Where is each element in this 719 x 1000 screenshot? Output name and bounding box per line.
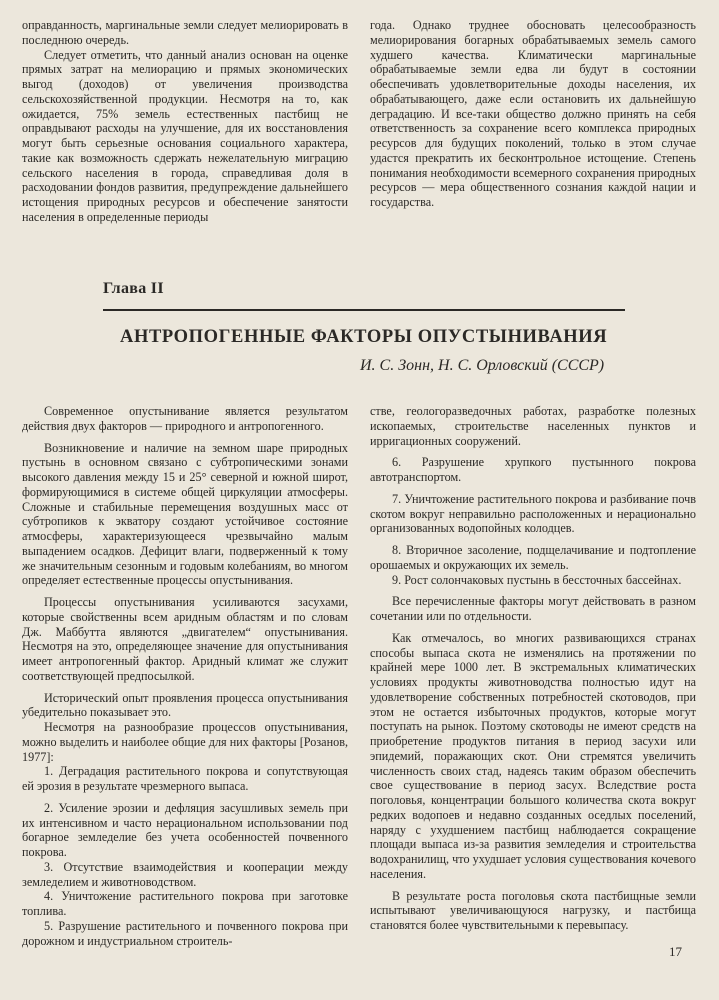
paragraph: 9. Рост солончаковых пустынь в бессточных бассейнах.: [392, 572, 682, 587]
paragraph: 1. Деградация растительного покрова и сопутствующая ей эрозия в результате чрезмерного выпаса.: [22, 764, 348, 793]
page-number: 17: [669, 944, 682, 959]
paragraph: 2. Усиление эрозии и дефляция засушливых земель при их интенсивном и часто нерациональном использовании под богарное земледелие без учета особенностей почвенного покрова.: [22, 800, 348, 859]
paragraph: 7. Уничтожение растительного покрова и разбивание почв скотом вокруг неправильно расположенных и нерационально организованных водопойных колодцев.: [370, 491, 696, 536]
paragraph: оправданность, маргинальные земли следует мелиорировать в последнюю очередь.: [22, 18, 348, 47]
paragraph: 8. Вторичное засоление, подщелачивание и подтопление орошаемых и окружающих их земель.: [370, 543, 696, 572]
paragraph: Все перечисленные факторы могут действовать в разном сочетании или по отдельности.: [370, 594, 696, 623]
paragraph: 6. Разрушение хрупкого пустынного покрова автотранспортом.: [370, 455, 696, 484]
text-column-top-left: [22, 18, 348, 225]
paragraph: года. Однако труднее обосновать целесообразность мелиорирования богарных обрабатываемых земель самого худшего качества. Климатически маргинальные обрабатываемые земли едва ли будут в состоянии обеспечивать удовлетворительные доходы населения, их обрабатывающего, даже если остановить их дальнейшую деградацию. И все-таки общество должно принять на себя ответственность за сохранение всего комплекса природных ресурсов для будущих поколений, только в этом случае удастся прекратить их бесконтрольное истощение. Степень понимания необходимости всемерного сохранения природных ресурсов — мера общественного сознания каждой нации и государства.: [370, 18, 696, 209]
text-column-left: [22, 404, 348, 948]
chapter-authors: И. С. Зонн, Н. С. Орловский (СССР): [360, 357, 605, 374]
chapter-label: Глава II: [103, 280, 164, 297]
paragraph: Следует отметить, что данный анализ основан на оценке прямых затрат на мелиорацию и прямых экономических выгод (доходов) от увеличения производства сельскохозяйственной продукции. Несмотря на то, как ожидается, 75% земель естественных пастбищ не оправдывают расходы на улучшение, для их восстановления могут быть серьезные основания социального характера, такие как возможность сдержать нежелательную миграцию сельского населения в города, справедливая доля в расходовании фондов развития, предупреждение дальнейшего истощения природных ресурсов и обеспечение занятости населения в определенные периоды: [22, 47, 348, 224]
chapter-divider: [103, 309, 625, 311]
paragraph: 3. Отсутствие взаимодействия и кооперации между земледелием и животноводством.: [22, 859, 348, 889]
paragraph: стве, геологоразведочных работах, разработке полезных ископаемых, строительстве населенных пунктов и ирригационных сооружений.: [370, 404, 696, 448]
paragraph: Как отмечалось, во многих развивающихся странах способы выпаса скота не изменялись на протяжении по крайней мере 1000 лет. В экстремальных климатических условиях продукты животноводства полностью идут на удовлетворение собственных потребностей скотоводов, при этом не остается избыточных продуктов, которые могут поступать на рынок. Поэтому скотоводы не имеют средств на приобретение продуктов питания в период засухи или эпидемий, поражающих скот. Они стремятся увеличить численность своих стад, надеясь таким образом обеспечить свое существование в период засух. Вследствие роста поголовья, концентрации большого количества скота вокруг редких водопоев и недавно созданных оседлых поселений, наряду с ухудшением пастбищ наблюдается сокращение площади выпаса из-за развития земледелия и строительства водохранилищ, что ухудшает условия существования кочевого населения.: [370, 630, 696, 881]
paragraph: В результате роста поголовья скота пастбищные земли испытывают увеличивающуюся нагрузку, и пастбища становятся более чувствительными к перевыпасу.: [370, 888, 696, 932]
paragraph: Современное опустынивание является результатом действия двух факторов — природного и антропогенного.: [22, 404, 348, 433]
paragraph: 4. Уничтожение растительного покрова при заготовке топлива.: [22, 889, 348, 918]
paragraph: Возникновение и наличие на земном шаре природных пустынь в основном связано с субтропическими зонами высокого давления между 15 и 25° северной и южной широт, формирующимися в системе общей циркуляции атмосферы. Сложные и стабильные перемещения воздушных масс от субтропиков к экватору создают устойчивое состояние атмосферы, характеризующееся чрезвычайно малым выпадением осадков. Дефицит влаги, подверженный к тому же значительным сезонным и годовым колебаниям, во многом определяет естественные процессы опустынивания.: [22, 440, 348, 588]
chapter-title: АНТРОПОГЕННЫЕ ФАКТОРЫ ОПУСТЫНИВАНИЯ: [120, 327, 608, 347]
text-column-top-right: [370, 18, 696, 210]
paragraph: Несмотря на разнообразие процессов опустынивания, можно выделить и наиболее общие для них факторы [Розанов, 1977]:: [22, 720, 348, 764]
text-column-right: [370, 404, 696, 933]
paragraph: Процессы опустынивания усиливаются засухами, которые свойственны всем аридным областям и по словам Дж. Маббутта являются „двигателем“ опустынивания. Несмотря на это, определяющее значение для опустынивания имеет антропогенный фактор. Аридный климат же служит соответствующей предпосылкой.: [22, 595, 348, 683]
paragraph: Исторический опыт проявления процесса опустынивания убедительно показывает это.: [22, 690, 348, 720]
paragraph: 5. Разрушение растительного и почвенного покрова при дорожном и индустриальном строитель-: [22, 918, 348, 948]
